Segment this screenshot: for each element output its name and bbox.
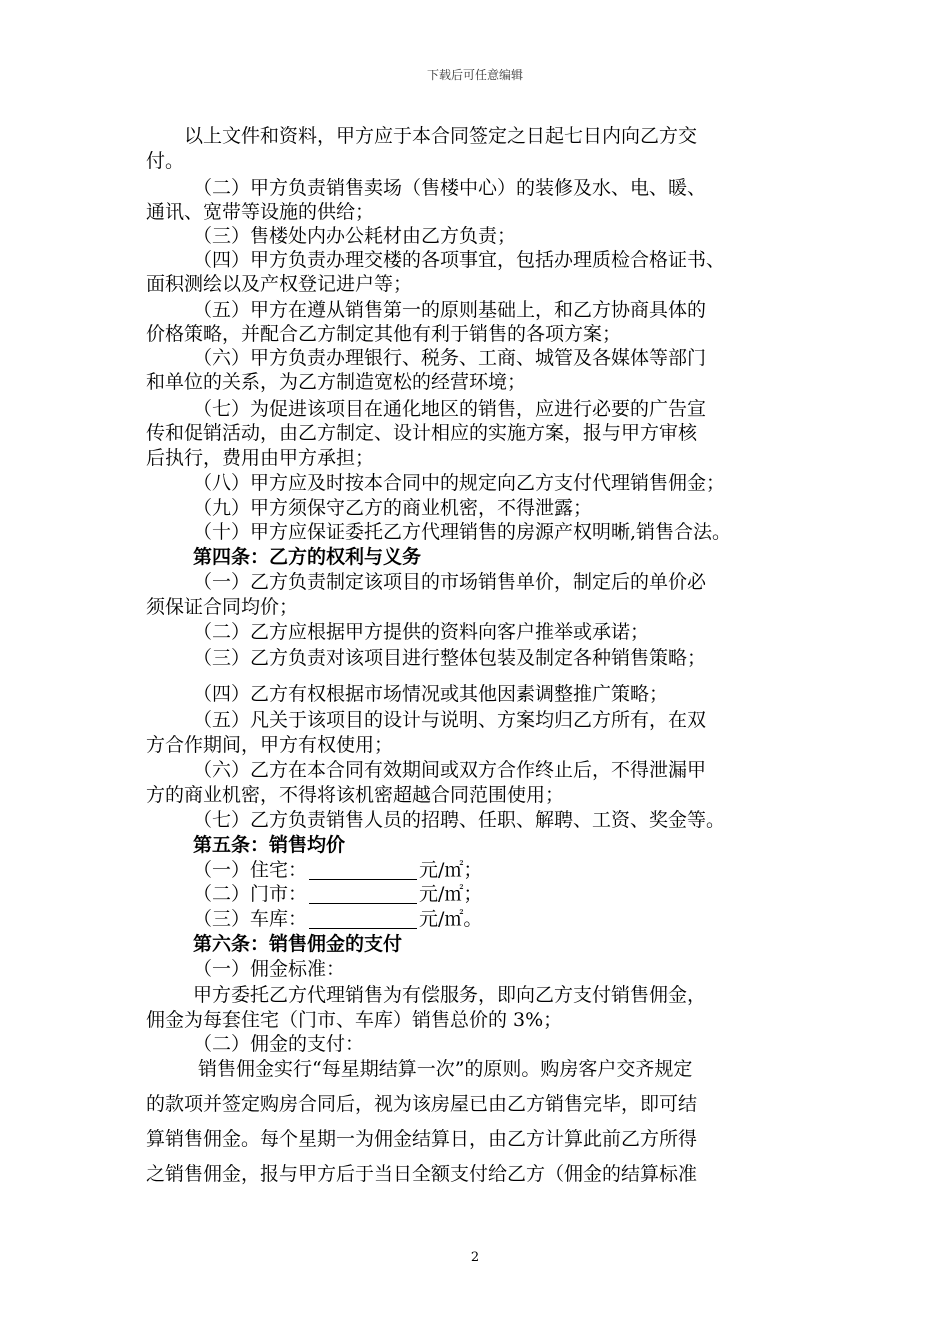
paragraph-line: （一）佣金标准：: [193, 958, 346, 980]
paragraph-line: 算销售佣金。每个星期一为佣金结算日，由乙方计算此前乙方所得: [146, 1128, 698, 1150]
price-label: （三）车库：: [193, 908, 308, 930]
paragraph-line: （二）甲方负责销售卖场（售楼中心）的装修及水、电、暖、: [193, 177, 707, 199]
price-unit: 元/㎡；: [419, 859, 483, 881]
paragraph-line: 后执行，费用由甲方承担；: [146, 447, 375, 469]
price-line-shop: [193, 882, 482, 907]
price-unit: 元/㎡；: [419, 883, 483, 905]
section-heading: 第六条：销售佣金的支付: [193, 933, 403, 955]
paragraph-line: （三）售楼处内办公耗材由乙方负责；: [193, 225, 517, 247]
paragraph-line: 方的商业机密，不得将该机密超越合同范围使用；: [146, 784, 565, 806]
paragraph-line: 付。: [146, 150, 185, 172]
paragraph-line: 销售佣金实行“每星期结算一次”的原则。购房客户交齐规定: [198, 1058, 693, 1080]
paragraph-line: 和单位的关系，为乙方制造宽松的经营环境；: [146, 371, 527, 393]
paragraph-line: （十）甲方应保证委托乙方代理销售的房源产权明晰,销售合法。: [193, 521, 732, 543]
paragraph-line: 通讯、宽带等设施的供给；: [146, 201, 375, 223]
paragraph-line: （六）甲方负责办理银行、税务、工商、城管及各媒体等部门: [193, 347, 707, 369]
paragraph-line: 传和促销活动，由乙方制定、设计相应的实施方案，报与甲方审核: [146, 422, 698, 444]
paragraph-line: （六）乙方在本合同有效期间或双方合作终止后，不得泄漏甲: [193, 759, 707, 781]
price-label: （二）门市：: [193, 883, 308, 905]
section-heading: 第四条：乙方的权利与义务: [193, 546, 422, 568]
price-label: （一）住宅：: [193, 859, 308, 881]
paragraph-line: 之销售佣金，报与甲方后于当日全额支付给乙方（佣金的结算标准: [146, 1163, 698, 1185]
paragraph-line: 以上文件和资料，甲方应于本合同签定之日起七日内向乙方交: [184, 125, 698, 147]
paragraph-line: （五）凡关于该项目的设计与说明、方案均归乙方所有，在双: [193, 709, 707, 731]
price-unit: 元/㎡。: [419, 908, 483, 930]
paragraph-line: （七）乙方负责销售人员的招聘、任职、解聘、工资、奖金等。: [193, 809, 726, 831]
paragraph-line: 价格策略，并配合乙方制定其他有利于销售的各项方案；: [146, 323, 622, 345]
paragraph-line: （二）乙方应根据甲方提供的资料向客户推举或承诺；: [193, 621, 650, 643]
paragraph-line: 须保证合同均价；: [146, 596, 299, 618]
paragraph-line: （四）甲方负责办理交楼的各项事宜，包括办理质检合格证书、: [193, 249, 726, 271]
paragraph-line: 面积测绘以及产权登记进户等；: [146, 273, 413, 295]
paragraph-line: （七）为促进该项目在通化地区的销售，应进行必要的广告宣: [193, 398, 707, 420]
paragraph-line: （二）佣金的支付：: [193, 1033, 365, 1055]
paragraph-line: 佣金为每套住宅（门市、车库）销售总价的 3%；: [146, 1009, 563, 1031]
paragraph-line: 方合作期间，甲方有权使用；: [146, 734, 394, 756]
fill-in-blank: [309, 909, 417, 929]
page-number: 2: [470, 1250, 480, 1265]
price-line-residential: [193, 858, 482, 883]
paragraph-line: 的款项并签定购房合同后，视为该房屋已由乙方销售完毕，即可结: [146, 1093, 698, 1115]
paragraph-line: （一）乙方负责制定该项目的市场销售单价，制定后的单价必: [193, 571, 707, 593]
fill-in-blank: [309, 884, 417, 904]
section-heading: 第五条：销售均价: [193, 834, 346, 856]
paragraph-line: 甲方委托乙方代理销售为有偿服务，即向乙方支付销售佣金，: [193, 984, 707, 1006]
price-line-garage: [193, 907, 482, 932]
paragraph-line: （八）甲方应及时按本合同中的规定向乙方支付代理销售佣金；: [193, 472, 726, 494]
paragraph-line: （三）乙方负责对该项目进行整体包装及制定各种销售策略；: [193, 647, 707, 669]
paragraph-line: （五）甲方在遵从销售第一的原则基础上，和乙方协商具体的: [193, 299, 707, 321]
fill-in-blank: [309, 860, 417, 880]
page-header: 下载后可任意编辑: [426, 68, 523, 82]
paragraph-line: （四）乙方有权根据市场情况或其他因素调整推广策略；: [193, 683, 669, 705]
paragraph-line: （九）甲方须保守乙方的商业机密，不得泄露；: [193, 497, 593, 519]
